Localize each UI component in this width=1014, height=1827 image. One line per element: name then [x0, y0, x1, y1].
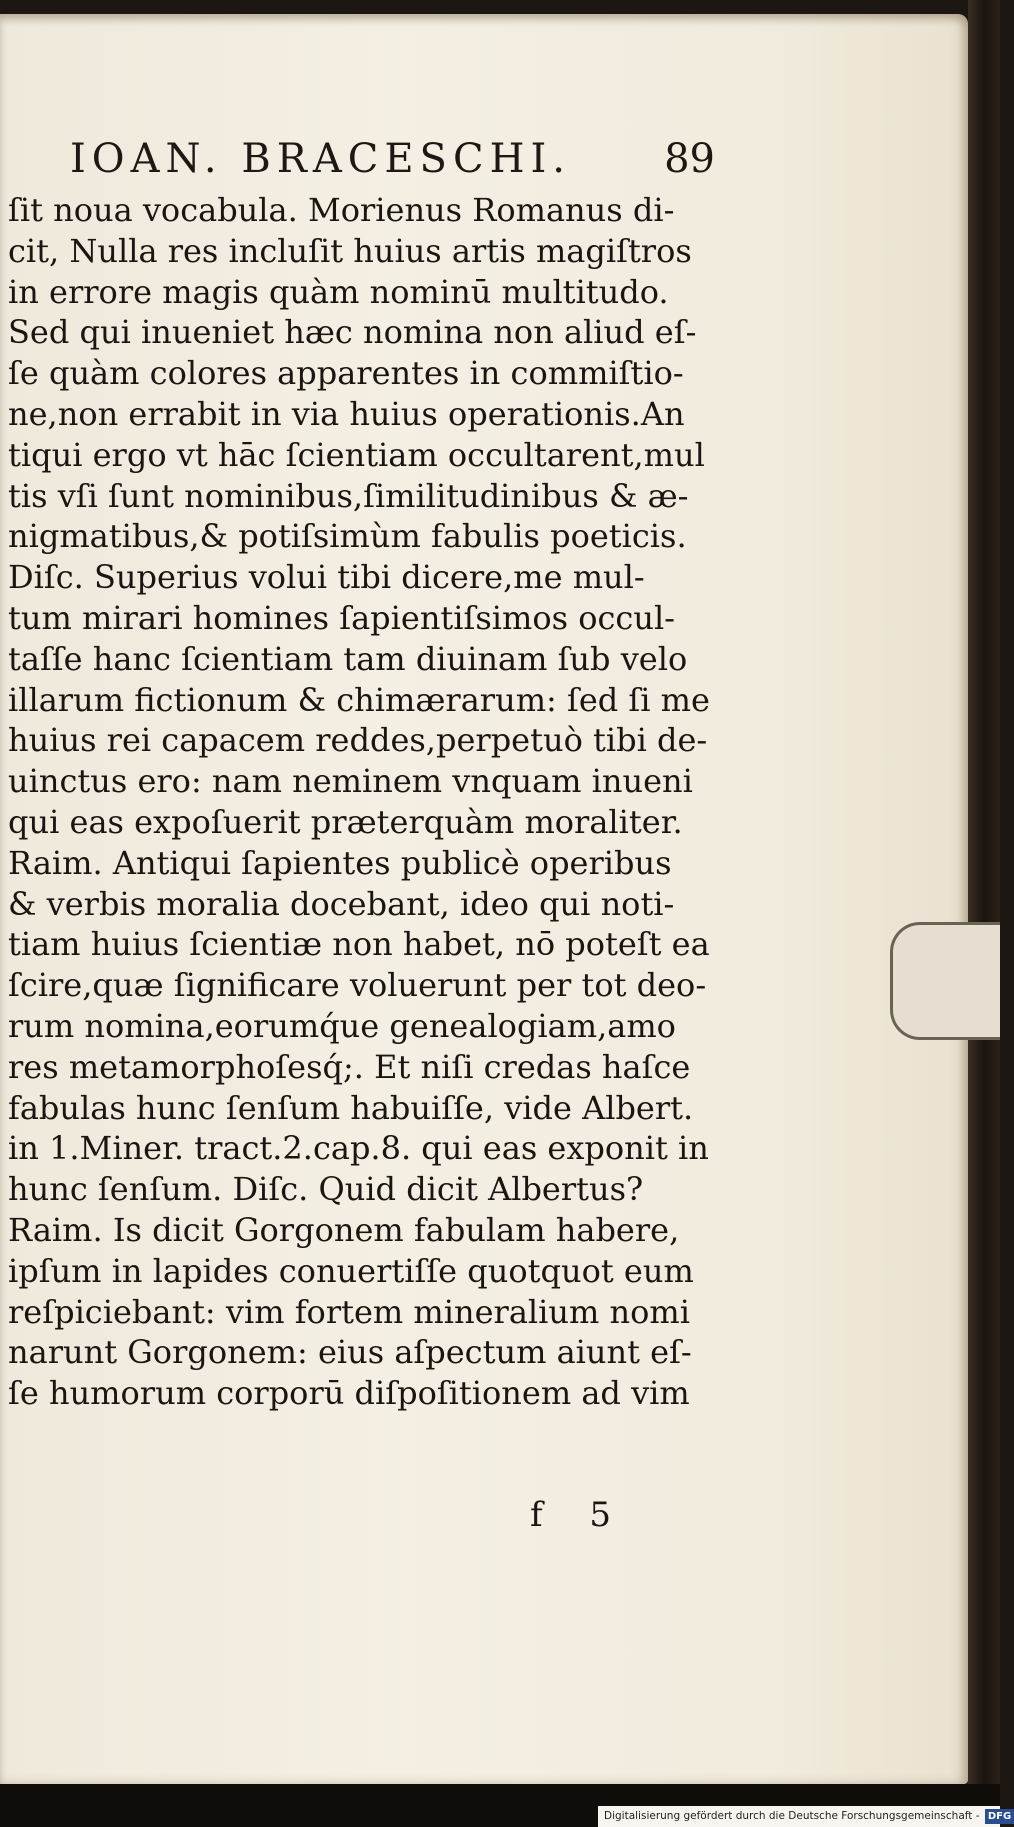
signature-mark: f 5	[530, 1495, 630, 1535]
text-line: tum mirari homines ſapientiſsimos occul-	[8, 598, 675, 637]
text-line: rum nomina,eorumq́ue genealogiam,amo	[8, 1006, 676, 1045]
text-line: taſſe hanc ſcientiam tam diuinam ſub velo	[8, 639, 688, 678]
text-line: Raim. Antiqui ſapientes publicè operibus	[8, 843, 672, 882]
digitization-credit	[598, 1806, 1012, 1827]
text-line: hunc ſenſum. Diſc. Quid dicit Albertus?	[8, 1170, 644, 1209]
text-line: ſe humorum corporū diſpoſitionem ad vim	[8, 1374, 690, 1413]
text-line: ſcire,quæ ſignificare voluerunt per tot deo-	[8, 966, 707, 1005]
text-line: Sed qui inueniet hæc nomina non aliud eſ-	[8, 313, 697, 352]
text-line: huius rei capacem reddes,perpetuò tibi de-	[8, 721, 708, 760]
book-edge-right	[968, 0, 1000, 1827]
text-line: illarum fictionum & chimærarum: ſed ſi me	[8, 680, 710, 719]
text-line: ſe quàm colores apparentes in commiſtio-	[8, 354, 684, 393]
text-line: Raim. Is dicit Gorgonem fabulam habere,	[8, 1210, 680, 1249]
text-line: reſpiciebant: vim fortem mineralium nomi	[8, 1292, 690, 1331]
text-block	[8, 190, 718, 1414]
text-line: & verbis moralia docebant, ideo qui noti-	[8, 884, 675, 923]
text-line: in 1.Miner. tract.2.cap.8. qui eas exponit in	[8, 1129, 709, 1168]
text-line: ſit noua vocabula. Morienus Romanus di-	[8, 191, 675, 229]
dfg-logo: DFG	[985, 1809, 1014, 1824]
text-line: ne,non errabit in via huius operationis.An	[8, 394, 685, 433]
text-line: tis vſi ſunt nominibus,ſimilitudinibus & æ-	[8, 476, 689, 515]
text-line: tiam huius ſcientiæ non habet, nō poteſt ea	[8, 925, 710, 964]
text-line: res metamorphoſesq́;. Et niſi credas haſce	[8, 1047, 691, 1086]
text-line: narunt Gorgonem: eius aſpectum aiunt eſ-	[8, 1333, 692, 1372]
text-line: qui eas expoſuerit præterquàm moraliter.	[8, 802, 683, 841]
text-line: in errore magis quàm nominū multitudo.	[8, 272, 669, 311]
text-line: cit, Nulla res incluſit huius artis magiſtros	[8, 231, 692, 270]
text-line: fabulas hunc ſenſum habuiſſe, vide Albert.	[8, 1088, 694, 1127]
book-clip-tab	[890, 922, 1000, 1040]
text-line: nigmatibus,& potiſsimùm fabulis poeticis.	[8, 517, 687, 556]
credit-text: Digitalisierung gefördert durch die Deutsche Forschungsgemeinschaft -	[604, 1810, 980, 1822]
page-number: 89	[664, 136, 715, 182]
page-header	[70, 136, 715, 186]
text-line: Diſc. Superius volui tibi dicere,me mul-	[8, 558, 645, 597]
text-line: tiqui ergo vt hāc ſcientiam occultarent,mul	[8, 435, 705, 474]
text-line: ipſum in lapides conuertiſſe quotquot eum	[8, 1251, 694, 1290]
text-line: uinctus ero: nam neminem vnquam inueni	[8, 762, 693, 801]
running-head: IOAN. BRACESCHI.	[70, 136, 571, 182]
